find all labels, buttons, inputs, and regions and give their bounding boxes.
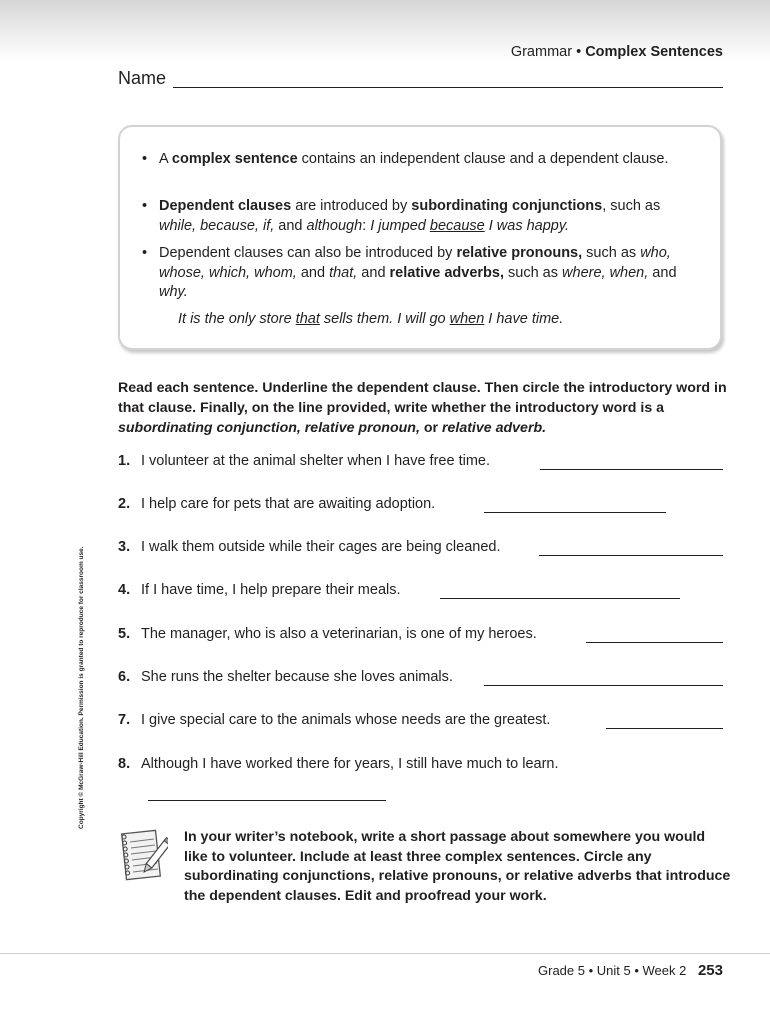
question-6	[118, 669, 453, 691]
answer-line[interactable]	[586, 642, 723, 643]
question-8	[118, 756, 559, 778]
rule-text: and	[357, 264, 390, 281]
page-header	[511, 44, 723, 60]
question-text[interactable]: The manager, who is also a veterinarian, is one of my heroes.	[141, 626, 537, 642]
page-footer	[538, 962, 723, 979]
directions-italic: relative adverb.	[441, 420, 547, 436]
question-number: 8.	[118, 756, 131, 772]
rule-term: relative pronouns,	[456, 245, 583, 261]
rule-bullet-3	[142, 244, 682, 303]
rule-example-word: who, whose, which, whom,	[159, 245, 671, 281]
rule-term: subordinating conjunctions	[411, 198, 603, 214]
question-3	[118, 539, 500, 561]
page-number: 253	[697, 962, 723, 979]
header-separator: •	[576, 44, 582, 60]
rule-term: Dependent clauses	[159, 198, 292, 214]
directions-text: Read each sentence. Underline the dependent clause. Then circle the introductory word in that clause. Finally, on the line provided, write whether the introductory word is a	[118, 380, 727, 416]
writing-prompt: In your writer’s notebook, write a short passage about somewhere you would like to volunteer. Include at least three complex sentences. Circle any subordinating conjunctions, relative pronouns, or relative adverbs that introduce the dependent clauses. Edit and proofread your work.	[184, 829, 731, 904]
rule-example-word: why.	[159, 284, 188, 300]
rule-text: such as	[582, 245, 641, 261]
question-number: 7.	[118, 712, 131, 728]
rule-term: complex sentence	[171, 151, 298, 167]
rule-bullet-1	[142, 150, 682, 170]
question-2	[118, 496, 435, 518]
question-number: 4.	[118, 582, 131, 598]
rule-text: Dependent clauses can also be introduced by	[159, 245, 457, 261]
question-text[interactable]: I volunteer at the animal shelter when I have free time.	[141, 453, 490, 469]
question-text[interactable]: I walk them outside while their cages are being cleaned.	[141, 539, 501, 555]
question-number: 6.	[118, 669, 131, 685]
example-underlined: when	[449, 311, 485, 327]
question-4	[118, 582, 401, 604]
question-text[interactable]: If I have time, I help prepare their meals.	[141, 582, 401, 598]
rule-text: :	[362, 217, 371, 234]
question-5	[118, 626, 537, 648]
answer-line[interactable]	[440, 598, 680, 599]
rule-text: contains an independent clause and a dependent clause.	[297, 151, 669, 167]
grade-unit-week: Grade 5 • Unit 5 • Week 2	[538, 963, 687, 978]
bullet-dot: •	[142, 198, 148, 214]
rule-bullet-2	[142, 197, 682, 236]
question-text[interactable]: I give special care to the animals whose needs are the greatest.	[141, 712, 551, 728]
name-line[interactable]	[173, 87, 723, 88]
footer-divider	[0, 953, 770, 954]
rule-text: and	[274, 217, 307, 234]
answer-line[interactable]	[484, 512, 666, 513]
rule-text: such as	[504, 264, 563, 281]
rule-example: I jumped	[370, 217, 430, 234]
rule-example-word: although	[306, 217, 363, 234]
answer-line[interactable]	[484, 685, 723, 686]
rule-text: A	[159, 151, 172, 167]
question-number: 3.	[118, 539, 131, 555]
rule-text: , such as	[602, 198, 661, 214]
example-text: sells them. I will go	[319, 311, 450, 327]
rule-example: I was happy.	[484, 217, 570, 234]
question-number: 1.	[118, 453, 131, 469]
question-text[interactable]: I help care for pets that are awaiting adoption.	[141, 496, 436, 512]
name-field	[118, 68, 723, 92]
question-text[interactable]: Although I have worked there for years, I still have much to learn.	[141, 756, 559, 772]
name-label: Name	[118, 68, 167, 88]
bullet-dot: •	[142, 245, 148, 261]
grammar-rules-box	[118, 125, 722, 350]
question-text[interactable]: She runs the shelter because she loves animals.	[141, 669, 453, 685]
example-text: It is the only store	[178, 311, 296, 327]
rule-text: and	[648, 264, 677, 281]
section-label: Grammar	[510, 44, 573, 60]
bullet-dot: •	[142, 151, 148, 167]
question-7	[118, 712, 550, 734]
directions-italic: subordinating conjunction, relative pronoun,	[118, 420, 420, 436]
question-number: 5.	[118, 626, 131, 642]
rule-example-underlined: because	[429, 217, 485, 234]
answer-line-8[interactable]	[148, 800, 386, 801]
copyright-notice: Copyright © McGraw-Hill Education. Permission is granted to reproduce for classroom use.	[78, 546, 85, 829]
rule-example-word: that,	[329, 264, 358, 281]
answer-line[interactable]	[539, 555, 723, 556]
example-text: I have time.	[484, 311, 564, 327]
notebook-pencil-icon	[118, 828, 168, 886]
answer-line[interactable]	[540, 469, 723, 470]
example-underlined: that	[295, 311, 320, 327]
rule-example-word: where, when,	[562, 264, 649, 281]
answer-line[interactable]	[606, 728, 723, 729]
rule-text: are introduced by	[291, 198, 412, 214]
rule-term: relative adverbs,	[389, 264, 504, 281]
rule-text: and	[296, 264, 330, 281]
topic-title: Complex Sentences	[585, 44, 723, 60]
directions-text: or	[419, 420, 442, 436]
directions	[118, 378, 728, 438]
example-sentences	[178, 311, 563, 327]
question-number: 2.	[118, 496, 131, 512]
rule-example-word: while, because, if,	[159, 217, 275, 234]
question-1	[118, 453, 490, 475]
